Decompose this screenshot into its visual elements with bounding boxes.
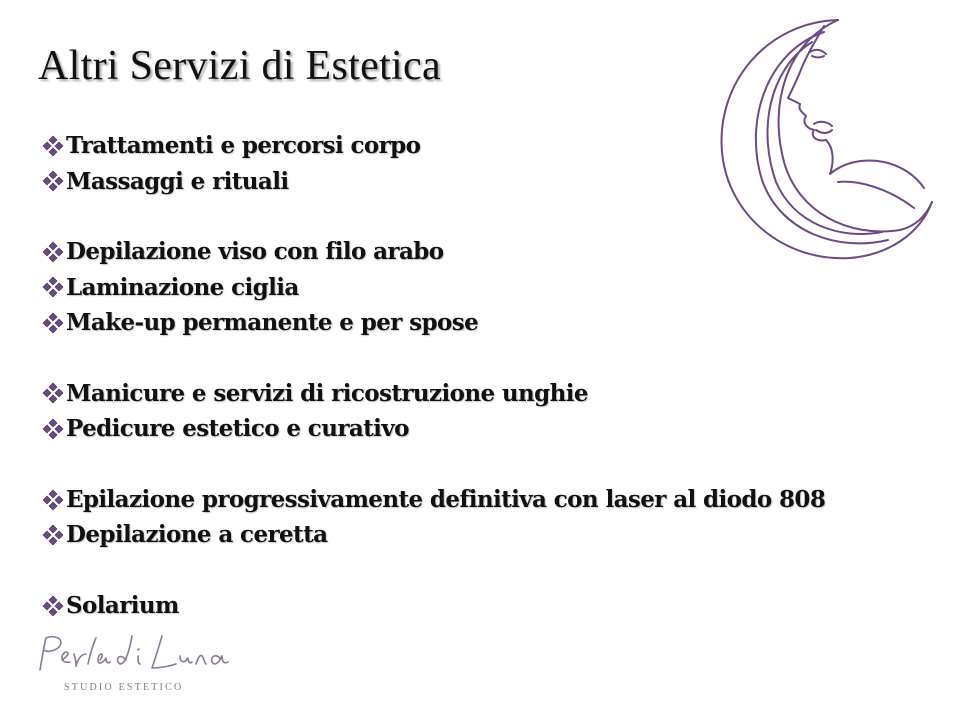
four-diamond-bullet-icon [42,524,64,546]
list-item [42,270,902,305]
crescent-moon-face-icon [688,12,944,268]
four-diamond-bullet-icon [42,135,64,157]
service-label: Massaggi e rituali [66,167,289,195]
service-label: Epilazione progressivamente definitiva con laser al diodo 808 [66,486,826,514]
list-item [42,411,902,446]
service-label: Depilazione a ceretta [66,521,328,549]
service-label: Depilazione viso con filo arabo [66,238,444,266]
list-item [42,588,902,623]
four-diamond-bullet-icon [42,276,64,298]
service-label: Solarium [66,592,179,620]
list-item [42,482,902,517]
four-diamond-bullet-icon [42,241,64,263]
logo-signature-image [34,630,234,678]
list-item [42,305,902,340]
service-label: Make-up permanente e per spose [66,309,479,337]
list-item [42,376,902,411]
service-label: Manicure e servizi di ricostruzione unghie [66,379,588,407]
page-title: Altri Servizi di Estetica [38,43,441,89]
service-label: Pedicure estetico e curativo [66,415,409,443]
four-diamond-bullet-icon [42,312,64,334]
service-label: Laminazione ciglia [66,273,299,301]
list-item [42,517,902,552]
studio-logo [34,630,234,700]
logo-subtitle: STUDIO ESTETICO [64,682,184,693]
service-label: Trattamenti e percorsi corpo [66,132,421,160]
four-diamond-bullet-icon [42,595,64,617]
four-diamond-bullet-icon [42,418,64,440]
four-diamond-bullet-icon [42,382,64,404]
four-diamond-bullet-icon [42,170,64,192]
four-diamond-bullet-icon [42,489,64,511]
